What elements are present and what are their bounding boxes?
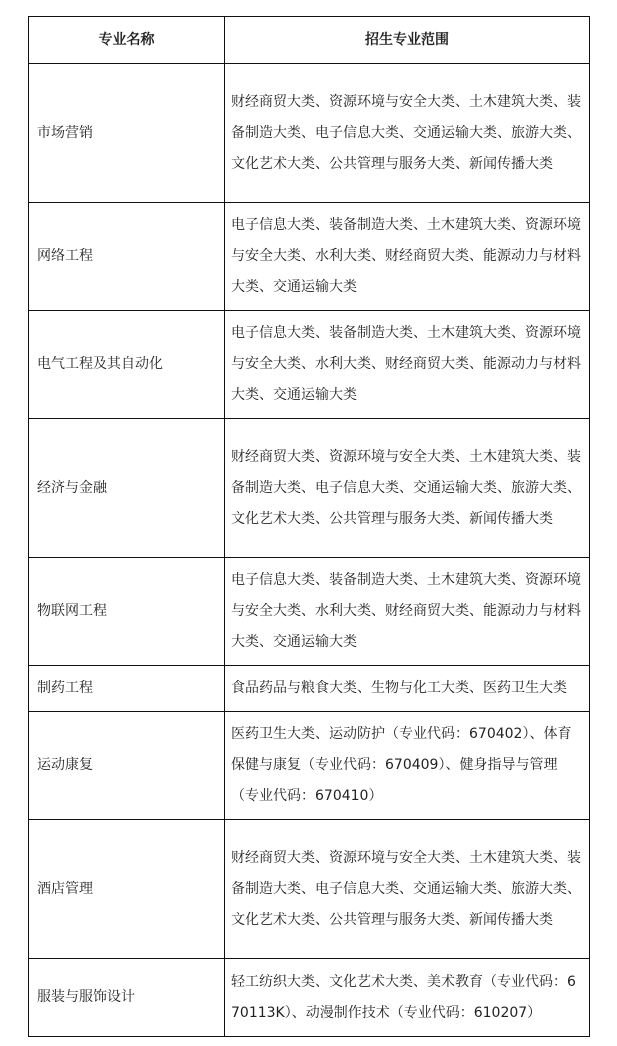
- major-name-cell: 网络工程: [29, 203, 225, 311]
- major-name-cell: 市场营销: [29, 64, 225, 203]
- enrollment-scope-cell: 轻工纺织大类、文化艺术大类、美术教育（专业代码：670113K）、动漫制作技术（专业代码：610207）: [225, 959, 590, 1037]
- header-major-name: 专业名称: [29, 17, 225, 64]
- enrollment-scope-cell: 财经商贸大类、资源环境与安全大类、土木建筑大类、装备制造大类、电子信息大类、交通运输大类、旅游大类、文化艺术大类、公共管理与服务大类、新闻传播大类: [225, 820, 590, 959]
- table-row: [29, 666, 590, 712]
- table-row: [29, 203, 590, 311]
- enrollment-scope-cell: 电子信息大类、装备制造大类、土木建筑大类、资源环境与安全大类、水利大类、财经商贸大类、能源动力与材料大类、交通运输大类: [225, 311, 590, 419]
- enrollment-scope-cell: 财经商贸大类、资源环境与安全大类、土木建筑大类、装备制造大类、电子信息大类、交通运输大类、旅游大类、文化艺术大类、公共管理与服务大类、新闻传播大类: [225, 419, 590, 558]
- major-name-cell: 制药工程: [29, 666, 225, 712]
- table-row: [29, 712, 590, 820]
- enrollment-scope-cell: 电子信息大类、装备制造大类、土木建筑大类、资源环境与安全大类、水利大类、财经商贸大类、能源动力与材料大类、交通运输大类: [225, 558, 590, 666]
- major-name-cell: 运动康复: [29, 712, 225, 820]
- table-row: [29, 959, 590, 1037]
- header-row: [29, 17, 590, 64]
- major-name-cell: 服装与服饰设计: [29, 959, 225, 1037]
- table-row: [29, 311, 590, 419]
- table-row: [29, 558, 590, 666]
- enrollment-scope-cell: 医药卫生大类、运动防护（专业代码：670402）、体育保健与康复（专业代码：670409）、健身指导与管理（专业代码：670410）: [225, 712, 590, 820]
- major-name-cell: 经济与金融: [29, 419, 225, 558]
- table-row: [29, 419, 590, 558]
- major-name-cell: 电气工程及其自动化: [29, 311, 225, 419]
- enrollment-scope-cell: 食品药品与粮食大类、生物与化工大类、医药卫生大类: [225, 666, 590, 712]
- major-name-cell: 酒店管理: [29, 820, 225, 959]
- table-row: [29, 820, 590, 959]
- majors-table: [28, 16, 590, 1037]
- table-row: [29, 64, 590, 203]
- header-enrollment-scope: 招生专业范围: [225, 17, 590, 64]
- major-name-cell: 物联网工程: [29, 558, 225, 666]
- enrollment-scope-cell: 电子信息大类、装备制造大类、土木建筑大类、资源环境与安全大类、水利大类、财经商贸大类、能源动力与材料大类、交通运输大类: [225, 203, 590, 311]
- enrollment-scope-cell: 财经商贸大类、资源环境与安全大类、土木建筑大类、装备制造大类、电子信息大类、交通运输大类、旅游大类、文化艺术大类、公共管理与服务大类、新闻传播大类: [225, 64, 590, 203]
